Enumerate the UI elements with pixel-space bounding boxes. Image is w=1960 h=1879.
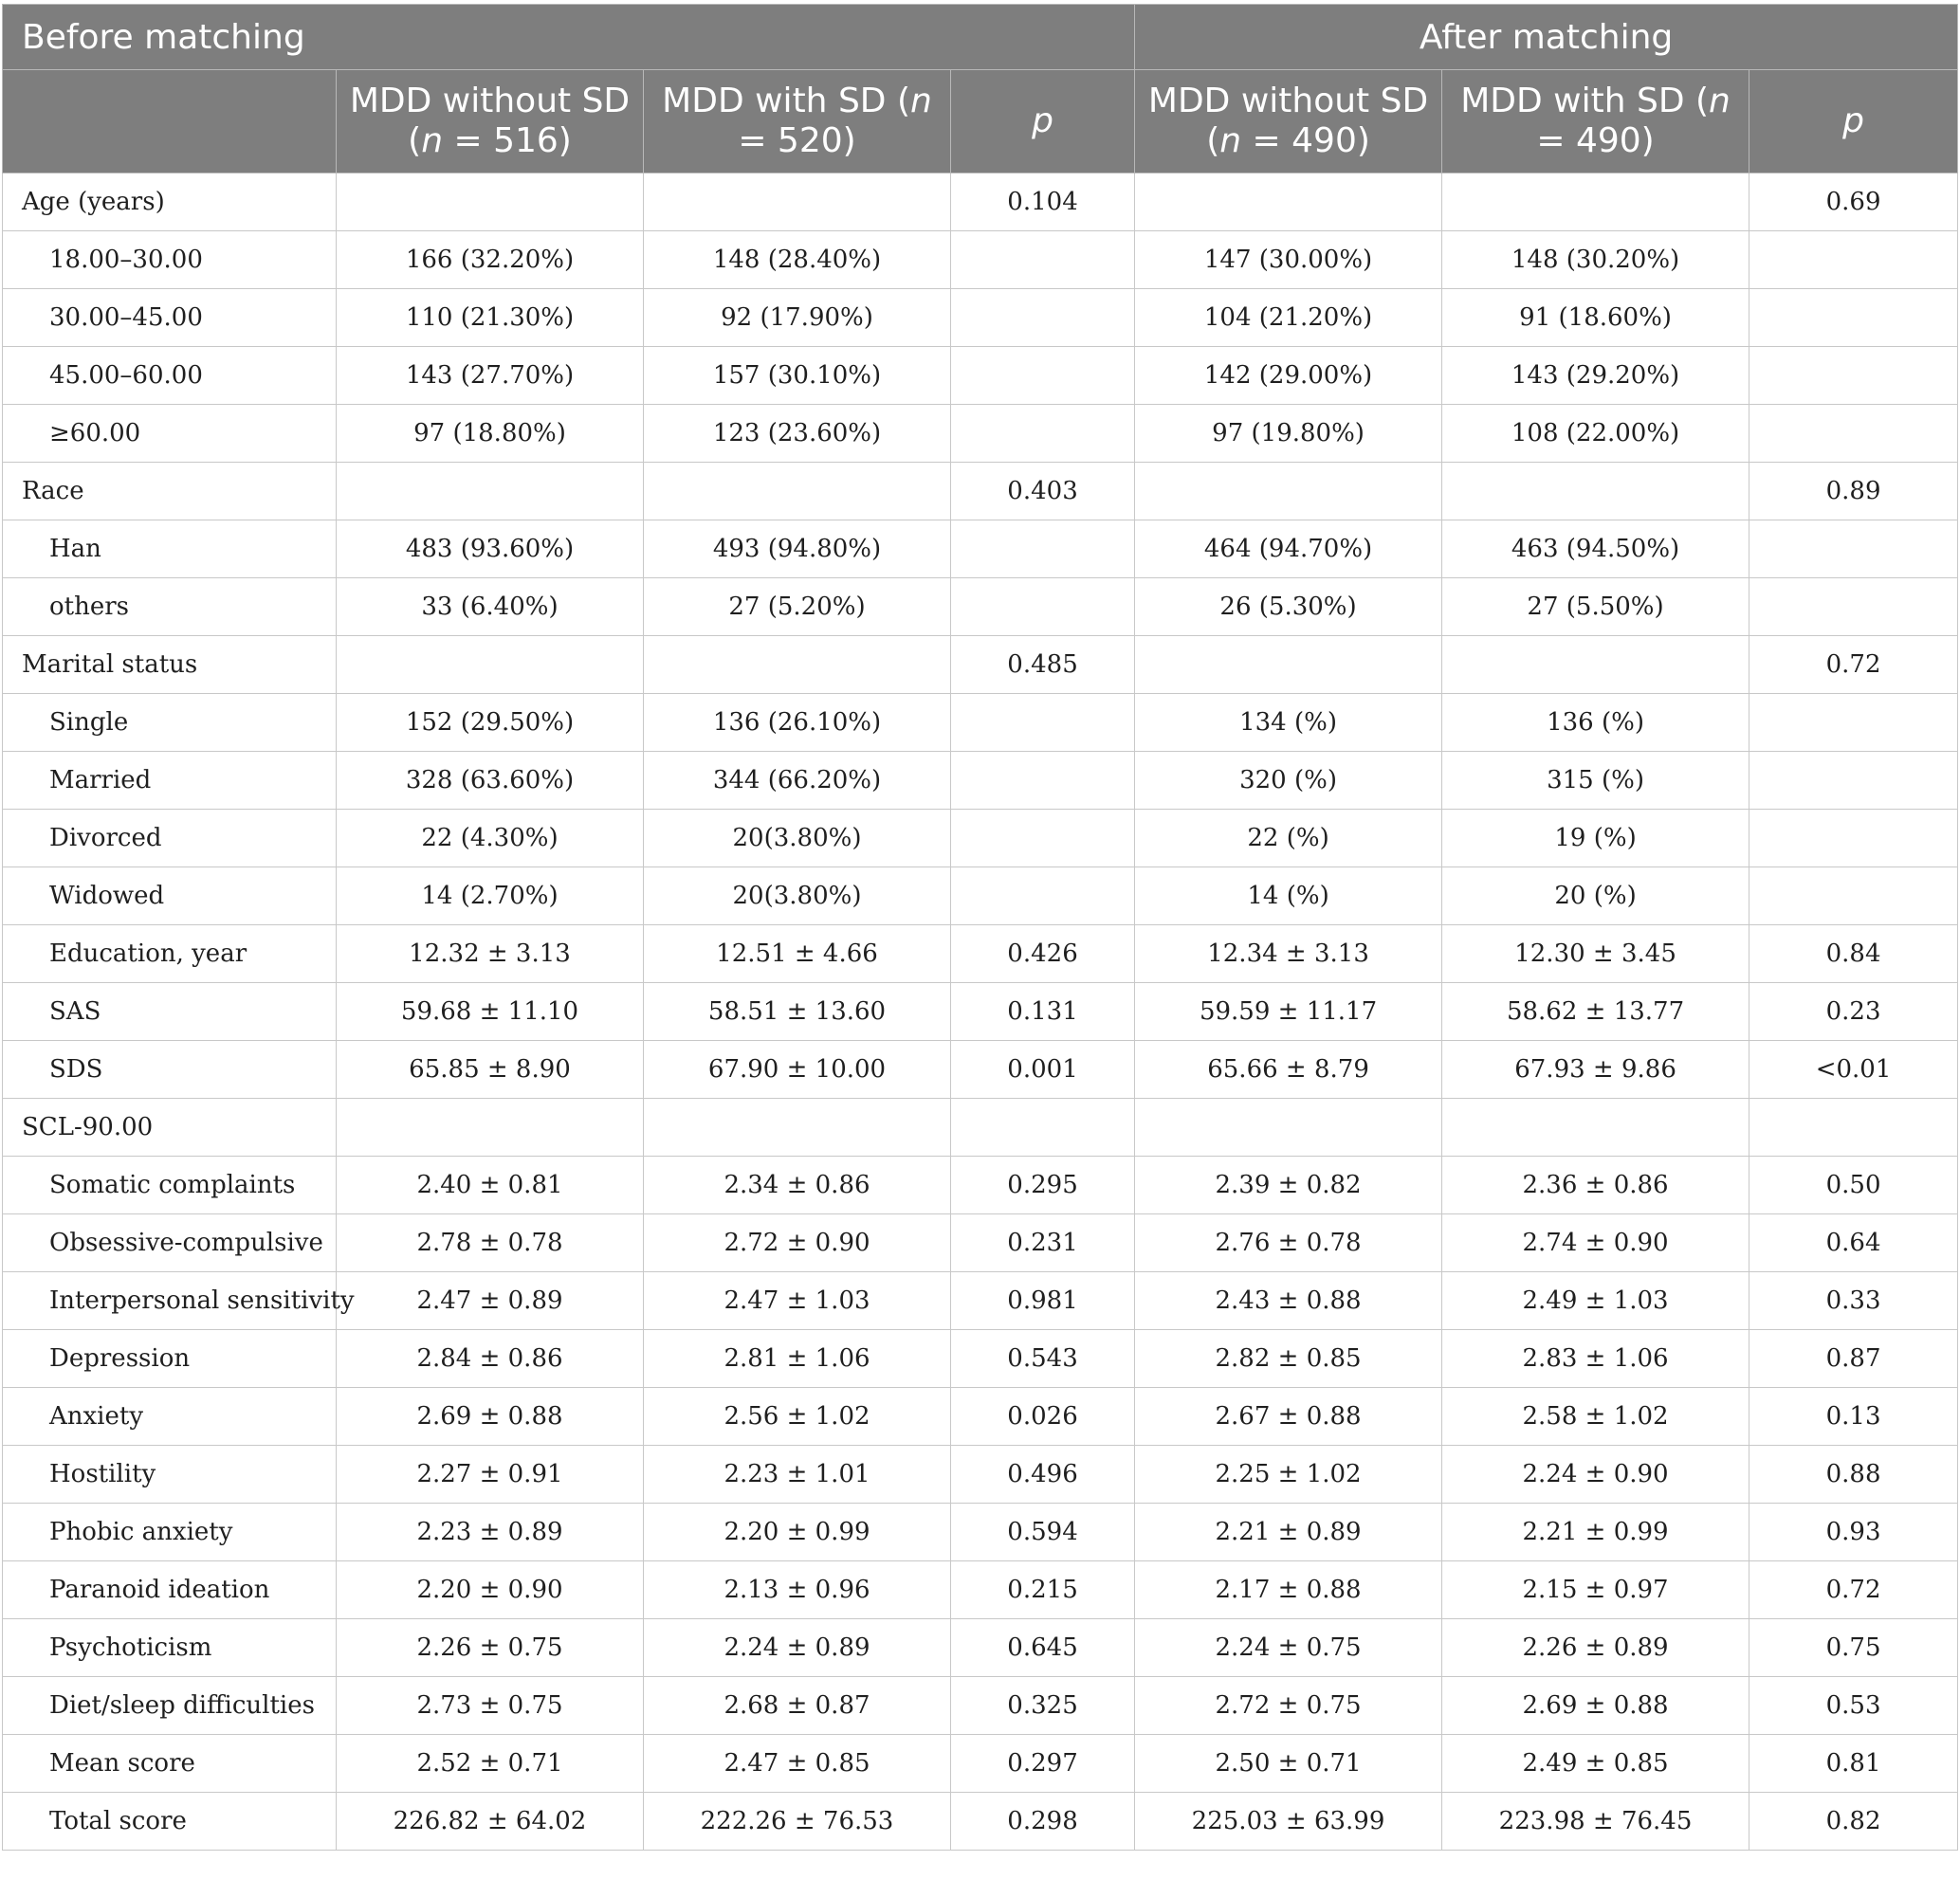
table-row (3, 1504, 1958, 1561)
cell-after-p (1749, 405, 1958, 463)
cell-row-label: 18.00–30.00 (3, 231, 337, 289)
cell-before-without-sd: 14 (2.70%) (337, 867, 644, 925)
cell-before-p: 0.215 (951, 1561, 1135, 1619)
cell-before-with-sd: 2.23 ± 1.01 (644, 1446, 951, 1504)
cell-before-with-sd: 20(3.80%) (644, 867, 951, 925)
table-row (3, 173, 1958, 231)
table-row (3, 1677, 1958, 1735)
table-row (3, 1272, 1958, 1330)
cell-before-with-sd: 67.90 ± 10.00 (644, 1041, 951, 1099)
cell-before-with-sd (644, 173, 951, 231)
cell-after-p: 0.93 (1749, 1504, 1958, 1561)
cell-before-p: 0.543 (951, 1330, 1135, 1388)
cell-after-without-sd: 2.43 ± 0.88 (1135, 1272, 1442, 1330)
cell-after-without-sd: 2.72 ± 0.75 (1135, 1677, 1442, 1735)
cell-before-with-sd (644, 1099, 951, 1157)
cell-after-without-sd (1135, 1099, 1442, 1157)
cell-after-with-sd: 223.98 ± 76.45 (1442, 1793, 1749, 1851)
cell-before-p (951, 289, 1135, 347)
table-row (3, 231, 1958, 289)
cell-before-with-sd: 344 (66.20%) (644, 752, 951, 810)
table-row (3, 925, 1958, 983)
table-row (3, 520, 1958, 578)
cell-before-p (951, 752, 1135, 810)
cell-row-label: Hostility (3, 1446, 337, 1504)
cell-after-with-sd: 2.69 ± 0.88 (1442, 1677, 1749, 1735)
cell-row-label: Somatic complaints (3, 1157, 337, 1214)
col-after-mdd-without-sd: MDD without SD (n = 490) (1135, 70, 1442, 173)
table-row (3, 1561, 1958, 1619)
cell-after-without-sd: 65.66 ± 8.79 (1135, 1041, 1442, 1099)
cell-before-with-sd: 2.34 ± 0.86 (644, 1157, 951, 1214)
cell-after-without-sd: 2.39 ± 0.82 (1135, 1157, 1442, 1214)
cell-after-p: 0.72 (1749, 636, 1958, 694)
cell-after-without-sd: 2.50 ± 0.71 (1135, 1735, 1442, 1793)
table-row (3, 463, 1958, 520)
cell-after-without-sd: 464 (94.70%) (1135, 520, 1442, 578)
cell-before-without-sd: 143 (27.70%) (337, 347, 644, 405)
table-row (3, 1793, 1958, 1851)
cell-after-p: 0.89 (1749, 463, 1958, 520)
cell-row-label: Anxiety (3, 1388, 337, 1446)
cell-after-without-sd: 2.25 ± 1.02 (1135, 1446, 1442, 1504)
cell-before-p: 0.297 (951, 1735, 1135, 1793)
cell-before-without-sd: 152 (29.50%) (337, 694, 644, 752)
table-row (3, 405, 1958, 463)
cell-before-p: 0.485 (951, 636, 1135, 694)
cell-after-without-sd: 2.24 ± 0.75 (1135, 1619, 1442, 1677)
cell-before-with-sd: 2.72 ± 0.90 (644, 1214, 951, 1272)
cell-before-without-sd: 65.85 ± 8.90 (337, 1041, 644, 1099)
cell-after-without-sd: 104 (21.20%) (1135, 289, 1442, 347)
cell-row-label: ≥60.00 (3, 405, 337, 463)
cell-before-without-sd: 2.69 ± 0.88 (337, 1388, 644, 1446)
cell-after-with-sd: 148 (30.20%) (1442, 231, 1749, 289)
cell-after-p (1749, 867, 1958, 925)
cell-before-p: 0.026 (951, 1388, 1135, 1446)
cell-after-with-sd: 2.83 ± 1.06 (1442, 1330, 1749, 1388)
cell-row-label: Paranoid ideation (3, 1561, 337, 1619)
cell-after-with-sd: 20 (%) (1442, 867, 1749, 925)
cell-before-without-sd: 226.82 ± 64.02 (337, 1793, 644, 1851)
table-row (3, 578, 1958, 636)
cell-after-with-sd: 463 (94.50%) (1442, 520, 1749, 578)
cell-after-p (1749, 347, 1958, 405)
table-row (3, 1446, 1958, 1504)
cell-after-p: 0.69 (1749, 173, 1958, 231)
cell-after-with-sd: 136 (%) (1442, 694, 1749, 752)
cell-after-with-sd: 58.62 ± 13.77 (1442, 983, 1749, 1041)
cell-before-p (951, 231, 1135, 289)
cell-after-p (1749, 289, 1958, 347)
cell-after-without-sd: 147 (30.00%) (1135, 231, 1442, 289)
cell-before-p: 0.231 (951, 1214, 1135, 1272)
cell-before-without-sd (337, 636, 644, 694)
cell-row-label: others (3, 578, 337, 636)
empty-header-cell (3, 70, 337, 173)
cell-row-label: Widowed (3, 867, 337, 925)
cell-before-without-sd: 59.68 ± 11.10 (337, 983, 644, 1041)
cell-after-with-sd: 12.30 ± 3.45 (1442, 925, 1749, 983)
cell-after-with-sd: 2.36 ± 0.86 (1442, 1157, 1749, 1214)
cell-before-with-sd: 148 (28.40%) (644, 231, 951, 289)
cell-before-with-sd: 20(3.80%) (644, 810, 951, 867)
cell-before-without-sd: 110 (21.30%) (337, 289, 644, 347)
cell-before-without-sd (337, 1099, 644, 1157)
cell-row-label: Obsessive-compulsive (3, 1214, 337, 1272)
cell-after-without-sd: 59.59 ± 11.17 (1135, 983, 1442, 1041)
col-before-mdd-without-sd: MDD without SD (n = 516) (337, 70, 644, 173)
cell-before-p: 0.325 (951, 1677, 1135, 1735)
cell-after-p: <0.01 (1749, 1041, 1958, 1099)
cell-before-without-sd: 2.23 ± 0.89 (337, 1504, 644, 1561)
table-row (3, 752, 1958, 810)
cell-after-with-sd (1442, 173, 1749, 231)
cell-after-p: 0.88 (1749, 1446, 1958, 1504)
cell-before-with-sd: 2.68 ± 0.87 (644, 1677, 951, 1735)
cell-before-without-sd: 22 (4.30%) (337, 810, 644, 867)
cell-row-label: Single (3, 694, 337, 752)
cell-after-without-sd: 2.17 ± 0.88 (1135, 1561, 1442, 1619)
cell-after-without-sd: 320 (%) (1135, 752, 1442, 810)
header-columns-row (3, 70, 1958, 173)
cell-before-without-sd: 483 (93.60%) (337, 520, 644, 578)
cell-before-without-sd: 2.78 ± 0.78 (337, 1214, 644, 1272)
cell-after-with-sd: 91 (18.60%) (1442, 289, 1749, 347)
table-body (3, 173, 1958, 1851)
cell-before-p (951, 694, 1135, 752)
cell-after-with-sd (1442, 1099, 1749, 1157)
cell-after-without-sd: 225.03 ± 63.99 (1135, 1793, 1442, 1851)
cell-after-with-sd: 2.74 ± 0.90 (1442, 1214, 1749, 1272)
table-row (3, 1214, 1958, 1272)
cell-after-p: 0.13 (1749, 1388, 1958, 1446)
cell-before-p: 0.496 (951, 1446, 1135, 1504)
cell-before-with-sd: 27 (5.20%) (644, 578, 951, 636)
cell-before-p: 0.645 (951, 1619, 1135, 1677)
cell-before-without-sd: 2.84 ± 0.86 (337, 1330, 644, 1388)
cell-after-with-sd: 2.21 ± 0.99 (1442, 1504, 1749, 1561)
cell-before-p: 0.426 (951, 925, 1135, 983)
cell-row-label: Han (3, 520, 337, 578)
cell-row-label: SAS (3, 983, 337, 1041)
cell-after-with-sd: 2.49 ± 1.03 (1442, 1272, 1749, 1330)
cell-before-without-sd: 12.32 ± 3.13 (337, 925, 644, 983)
cell-before-p (951, 347, 1135, 405)
table-row (3, 347, 1958, 405)
cell-after-without-sd: 2.76 ± 0.78 (1135, 1214, 1442, 1272)
cell-before-without-sd: 166 (32.20%) (337, 231, 644, 289)
cell-before-with-sd: 2.81 ± 1.06 (644, 1330, 951, 1388)
cell-after-p (1749, 578, 1958, 636)
cell-after-without-sd: 2.67 ± 0.88 (1135, 1388, 1442, 1446)
cell-row-label: Race (3, 463, 337, 520)
cell-before-without-sd: 2.47 ± 0.89 (337, 1272, 644, 1330)
cell-before-p: 0.001 (951, 1041, 1135, 1099)
cell-before-with-sd: 58.51 ± 13.60 (644, 983, 951, 1041)
cell-row-label: Education, year (3, 925, 337, 983)
cell-row-label: SCL-90.00 (3, 1099, 337, 1157)
cell-row-label: 45.00–60.00 (3, 347, 337, 405)
cell-before-p: 0.131 (951, 983, 1135, 1041)
cell-before-with-sd: 2.24 ± 0.89 (644, 1619, 951, 1677)
cell-before-p: 0.981 (951, 1272, 1135, 1330)
table-row (3, 1619, 1958, 1677)
cell-after-without-sd: 22 (%) (1135, 810, 1442, 867)
cell-after-p (1749, 694, 1958, 752)
cell-row-label: Total score (3, 1793, 337, 1851)
cell-before-with-sd: 12.51 ± 4.66 (644, 925, 951, 983)
cell-before-p: 0.295 (951, 1157, 1135, 1214)
before-matching-header: Before matching (3, 5, 1135, 70)
cell-after-with-sd: 2.24 ± 0.90 (1442, 1446, 1749, 1504)
table-row (3, 636, 1958, 694)
cell-before-with-sd (644, 463, 951, 520)
cell-after-p: 0.64 (1749, 1214, 1958, 1272)
cell-after-p (1749, 752, 1958, 810)
cell-before-p (951, 405, 1135, 463)
cell-after-with-sd: 108 (22.00%) (1442, 405, 1749, 463)
cell-after-p: 0.72 (1749, 1561, 1958, 1619)
table-row (3, 1330, 1958, 1388)
cell-before-p: 0.403 (951, 463, 1135, 520)
cell-row-label: Phobic anxiety (3, 1504, 337, 1561)
col-after-p: p (1749, 70, 1958, 173)
cell-after-without-sd: 97 (19.80%) (1135, 405, 1442, 463)
cell-after-without-sd: 12.34 ± 3.13 (1135, 925, 1442, 983)
cell-after-p: 0.82 (1749, 1793, 1958, 1851)
cell-after-with-sd: 2.58 ± 1.02 (1442, 1388, 1749, 1446)
col-before-p: p (951, 70, 1135, 173)
table-row (3, 1041, 1958, 1099)
cell-before-without-sd: 2.52 ± 0.71 (337, 1735, 644, 1793)
table-row (3, 867, 1958, 925)
cell-after-p: 0.84 (1749, 925, 1958, 983)
table-row (3, 1157, 1958, 1214)
cell-before-with-sd: 123 (23.60%) (644, 405, 951, 463)
cell-before-without-sd: 2.73 ± 0.75 (337, 1677, 644, 1735)
cell-before-p (951, 810, 1135, 867)
cell-after-without-sd: 142 (29.00%) (1135, 347, 1442, 405)
data-table (2, 4, 1958, 1851)
header-group-row (3, 5, 1958, 70)
cell-after-p: 0.81 (1749, 1735, 1958, 1793)
cell-after-p (1749, 231, 1958, 289)
cell-after-p: 0.33 (1749, 1272, 1958, 1330)
cell-before-with-sd: 2.47 ± 1.03 (644, 1272, 951, 1330)
cell-after-without-sd: 134 (%) (1135, 694, 1442, 752)
table-row (3, 1388, 1958, 1446)
cell-before-without-sd: 2.20 ± 0.90 (337, 1561, 644, 1619)
cell-after-p: 0.50 (1749, 1157, 1958, 1214)
cell-after-p: 0.53 (1749, 1677, 1958, 1735)
cell-before-with-sd: 2.13 ± 0.96 (644, 1561, 951, 1619)
cell-before-p (951, 578, 1135, 636)
cell-row-label: Age (years) (3, 173, 337, 231)
cell-row-label: 30.00–45.00 (3, 289, 337, 347)
cell-row-label: Interpersonal sensitivity (3, 1272, 337, 1330)
cell-before-with-sd: 2.47 ± 0.85 (644, 1735, 951, 1793)
cell-before-with-sd: 2.20 ± 0.99 (644, 1504, 951, 1561)
cell-before-without-sd: 33 (6.40%) (337, 578, 644, 636)
cell-after-with-sd (1442, 463, 1749, 520)
cell-row-label: Mean score (3, 1735, 337, 1793)
cell-before-with-sd: 157 (30.10%) (644, 347, 951, 405)
table-row (3, 694, 1958, 752)
col-after-mdd-with-sd: MDD with SD (n = 490) (1442, 70, 1749, 173)
cell-after-without-sd: 14 (%) (1135, 867, 1442, 925)
cell-before-without-sd: 2.27 ± 0.91 (337, 1446, 644, 1504)
cell-before-p (951, 520, 1135, 578)
cell-after-p (1749, 1099, 1958, 1157)
cell-before-without-sd: 97 (18.80%) (337, 405, 644, 463)
cell-after-without-sd (1135, 463, 1442, 520)
table-header (3, 5, 1958, 173)
cell-after-without-sd: 26 (5.30%) (1135, 578, 1442, 636)
cell-after-p (1749, 810, 1958, 867)
cell-before-without-sd: 328 (63.60%) (337, 752, 644, 810)
cell-before-without-sd (337, 173, 644, 231)
cell-row-label: Diet/sleep difficulties (3, 1677, 337, 1735)
cell-before-with-sd: 222.26 ± 76.53 (644, 1793, 951, 1851)
cell-before-p: 0.104 (951, 173, 1135, 231)
cell-after-p: 0.75 (1749, 1619, 1958, 1677)
cell-after-with-sd: 27 (5.50%) (1442, 578, 1749, 636)
cell-after-p: 0.87 (1749, 1330, 1958, 1388)
cell-after-with-sd: 143 (29.20%) (1442, 347, 1749, 405)
table-row (3, 289, 1958, 347)
cell-after-p (1749, 520, 1958, 578)
cell-after-without-sd (1135, 173, 1442, 231)
cell-after-with-sd: 2.26 ± 0.89 (1442, 1619, 1749, 1677)
cell-row-label: Divorced (3, 810, 337, 867)
cell-before-without-sd: 2.26 ± 0.75 (337, 1619, 644, 1677)
cell-before-p: 0.298 (951, 1793, 1135, 1851)
cell-after-with-sd (1442, 636, 1749, 694)
cell-after-with-sd: 19 (%) (1442, 810, 1749, 867)
cell-after-with-sd: 67.93 ± 9.86 (1442, 1041, 1749, 1099)
cell-row-label: Married (3, 752, 337, 810)
cell-before-without-sd (337, 463, 644, 520)
cell-after-without-sd (1135, 636, 1442, 694)
cell-before-with-sd (644, 636, 951, 694)
cell-after-without-sd: 2.21 ± 0.89 (1135, 1504, 1442, 1561)
cell-before-with-sd: 493 (94.80%) (644, 520, 951, 578)
cell-before-p (951, 867, 1135, 925)
after-matching-header: After matching (1135, 5, 1958, 70)
cell-before-without-sd: 2.40 ± 0.81 (337, 1157, 644, 1214)
table-row (3, 810, 1958, 867)
table-row (3, 1735, 1958, 1793)
cell-before-with-sd: 2.56 ± 1.02 (644, 1388, 951, 1446)
cell-before-p: 0.594 (951, 1504, 1135, 1561)
cell-row-label: SDS (3, 1041, 337, 1099)
table-row (3, 983, 1958, 1041)
cell-after-without-sd: 2.82 ± 0.85 (1135, 1330, 1442, 1388)
cell-row-label: Marital status (3, 636, 337, 694)
cell-after-with-sd: 315 (%) (1442, 752, 1749, 810)
cell-before-with-sd: 136 (26.10%) (644, 694, 951, 752)
cell-after-with-sd: 2.15 ± 0.97 (1442, 1561, 1749, 1619)
col-before-mdd-with-sd: MDD with SD (n = 520) (644, 70, 951, 173)
cell-before-with-sd: 92 (17.90%) (644, 289, 951, 347)
cell-after-p: 0.23 (1749, 983, 1958, 1041)
table-row (3, 1099, 1958, 1157)
cell-after-with-sd: 2.49 ± 0.85 (1442, 1735, 1749, 1793)
cell-row-label: Depression (3, 1330, 337, 1388)
cell-row-label: Psychoticism (3, 1619, 337, 1677)
cell-before-p (951, 1099, 1135, 1157)
